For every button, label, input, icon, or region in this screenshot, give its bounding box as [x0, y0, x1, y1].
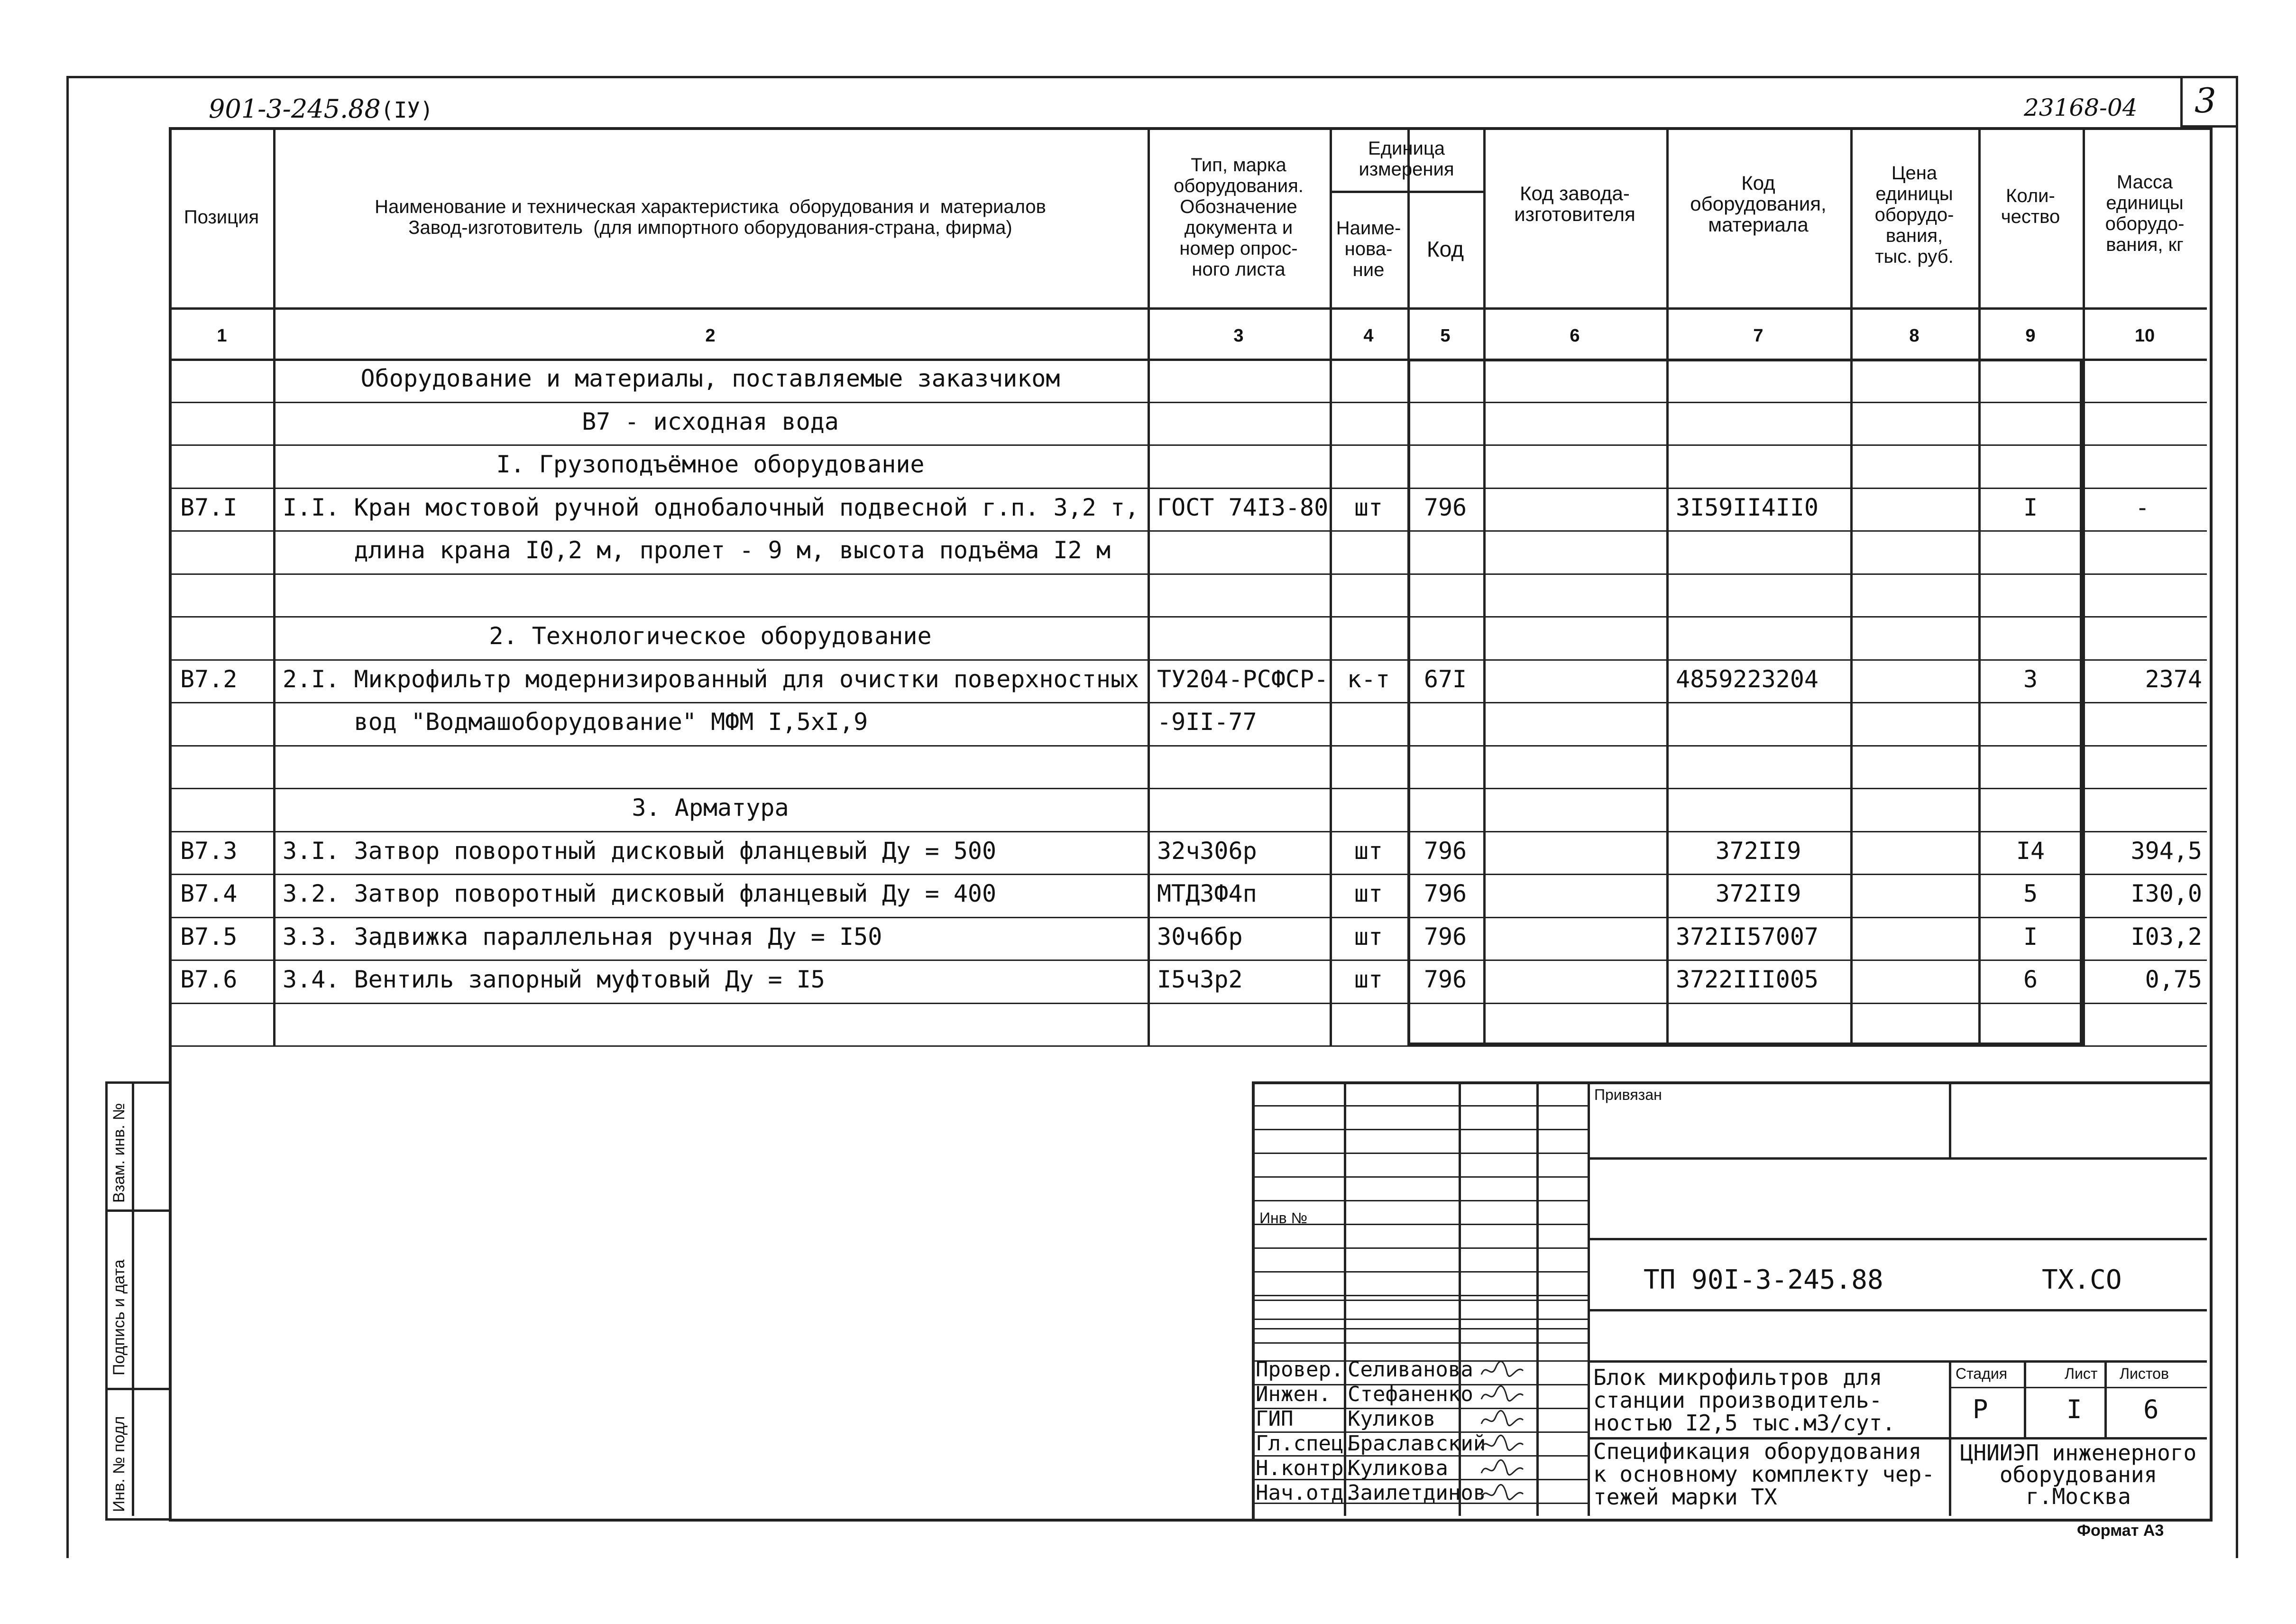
cell-type: ГОСТ 74I3-80 [1157, 493, 1329, 521]
cell-mass: 394,5 [2131, 837, 2202, 865]
col-header-name: Наименование и техническая характеристика оборудования и материалов Завод-изготовитель (для импортного оборудования-страна, фирма) [375, 196, 1046, 238]
cell-name: I. Грузоподъёмное оборудование [496, 451, 925, 478]
privyazan-label: Привязан [1594, 1086, 1662, 1103]
cell-type: ТУ204-РСФСР- [1157, 665, 1329, 693]
cell-name: 2. Технологическое оборудование [489, 622, 932, 650]
side-stamp-signature-date: Подпись и дата [110, 1259, 128, 1375]
cell-type: -9II-77 [1157, 708, 1257, 736]
cell-name: 3.I. Затвор поворотный дисковый фланцевый Ду = 500 [283, 837, 997, 865]
signature-scribble [1479, 1408, 1527, 1431]
column-number: 7 [1753, 326, 1763, 346]
cell-unit: шт [1354, 880, 1383, 907]
sheet-title: Спецификация оборудования к основному комплекту чер- тежей марки ТХ [1593, 1439, 1935, 1510]
sheets-label: Листов [2120, 1365, 2169, 1382]
cell-unit: шт [1354, 923, 1383, 950]
column-number: 8 [1909, 326, 1919, 346]
cell-code: 796 [1424, 880, 1467, 907]
cell-qty: 3 [2023, 665, 2038, 693]
role-person-name: Браславский [1348, 1431, 1486, 1456]
title-doc-code: ТП 90I-3-245.88 [1644, 1264, 1883, 1295]
signature-scribble [1479, 1383, 1527, 1407]
cell-code: 67I [1424, 665, 1467, 693]
role-label: Нач.отд. [1256, 1481, 1356, 1505]
cell-unit: шт [1354, 837, 1383, 865]
cell-pos: В7.5 [180, 923, 238, 950]
col-header-type: Тип, марка оборудования. Обозначение документа и номер опрос- ного листа [1174, 155, 1304, 280]
cell-name: вод "Водмашоборудование" МФМ I,5хI,9 [283, 708, 868, 736]
cell-type: 30ч6бр [1157, 923, 1243, 950]
cell-equip-code: 3722III005 [1676, 966, 1819, 993]
project-title: Блок микрофильтров для станции производитель- ностью I2,5 тыс.м3/сут. [1593, 1365, 1895, 1436]
signature-scribble [1479, 1457, 1527, 1481]
signature-scribble [1479, 1482, 1527, 1505]
col-header-factory-code: Код завода- изготовителя [1514, 182, 1635, 225]
signature-scribble [1479, 1358, 1527, 1382]
column-number: 3 [1233, 326, 1244, 346]
doc-code-right: 23168-04 [2024, 94, 2138, 121]
col-header-price: Цена единицы оборудо- вания, тыс. руб. [1874, 163, 1954, 267]
column-number: 1 [217, 326, 227, 346]
cell-name: В7 - исходная вода [582, 407, 839, 435]
column-number: 6 [1570, 326, 1580, 346]
cell-pos: В7.2 [180, 665, 238, 693]
cell-type: I5ч3р2 [1157, 966, 1243, 993]
doc-code-left-suffix: (IУ) [380, 97, 433, 123]
inv-label: Инв № [1259, 1209, 1307, 1227]
column-number: 9 [2025, 326, 2036, 346]
cell-unit: шт [1354, 493, 1383, 521]
cell-type: 32ч306р [1157, 837, 1257, 865]
cell-name: 3.3. Задвижка параллельная ручная Ду = I50 [283, 923, 882, 950]
cell-qty: 6 [2023, 966, 2038, 993]
role-label: Гл.спец. [1256, 1431, 1356, 1456]
cell-unit: шт [1354, 966, 1383, 993]
role-label: Инжен. [1256, 1382, 1331, 1406]
role-person-name: Куликов [1348, 1407, 1436, 1431]
cell-name: 3.2. Затвор поворотный дисковый фланцевый Ду = 400 [283, 880, 997, 907]
col-header-qty: Коли- чество [2001, 185, 2060, 227]
cell-mass: 0,75 [2145, 966, 2202, 993]
cell-qty: I [2023, 493, 2038, 521]
cell-equip-code: 4859223204 [1676, 665, 1819, 693]
cell-code: 796 [1424, 493, 1467, 521]
cell-mass: I30,0 [2131, 880, 2202, 907]
cell-pos: В7.I [180, 493, 238, 521]
role-label: ГИП [1256, 1407, 1294, 1431]
role-person-name: Заилетдинов [1348, 1481, 1486, 1505]
column-number: 4 [1363, 326, 1374, 346]
cell-qty: I [2023, 923, 2038, 950]
column-number: 10 [2134, 326, 2155, 346]
cell-name: Оборудование и материалы, поставляемые заказчиком [360, 365, 1060, 392]
col-header-unit-name: Наиме- нова- ние [1336, 218, 1401, 280]
cell-qty: 5 [2023, 880, 2038, 907]
cell-type: МТД3Ф4п [1157, 880, 1257, 907]
col-header-unit-group: Единица измерения [1359, 138, 1454, 180]
title-doc-mark: ТХ.СО [2042, 1264, 2122, 1295]
role-person-name: Селиванова [1348, 1357, 1473, 1382]
cell-equip-code: 372II9 [1715, 837, 1801, 865]
cell-equip-code: 372II57007 [1676, 923, 1819, 950]
doc-code-left [209, 94, 433, 124]
cell-name: I.I. Кран мостовой ручной однобалочный подвесной г.п. 3,2 т, [283, 493, 1139, 521]
cell-pos: В7.4 [180, 880, 238, 907]
side-stamp-inv-podl: Инв. № подл [110, 1416, 128, 1512]
organization: ЦНИИЭП инженерного оборудования г.Москва [1960, 1440, 2197, 1509]
stage-value: Р [1973, 1394, 1988, 1424]
col-header-position: Позиция [184, 207, 259, 228]
cell-unit: к-т [1347, 665, 1390, 693]
cell-mass: 2374 [2145, 665, 2202, 693]
role-person-name: Стефаненко [1348, 1382, 1473, 1406]
sheet-label: Лист [2065, 1365, 2098, 1382]
cell-name: 3.4. Вентиль запорный муфтовый Ду = I5 [283, 966, 825, 993]
col-header-mass: Масса единицы оборудо- вания, кг [2105, 172, 2185, 255]
cell-mass: - [2135, 493, 2150, 521]
role-label: Провер. [1256, 1357, 1344, 1382]
cell-name: 2.I. Микрофильтр модернизированный для очистки поверхностных [283, 665, 1139, 693]
cell-equip-code: 3I59II4II0 [1676, 493, 1819, 521]
cell-name: 3. Арматура [632, 794, 789, 821]
col-header-equip-code: Код оборудования, материала [1690, 172, 1827, 236]
cell-mass: I03,2 [2131, 923, 2202, 950]
side-stamp-vzam-inv: Взам. инв. № [110, 1103, 128, 1203]
format-label: Формат А3 [2077, 1522, 2164, 1540]
sheets-value: 6 [2143, 1394, 2159, 1424]
column-number: 2 [705, 326, 716, 346]
role-person-name: Куликова [1348, 1456, 1448, 1480]
page-number: 3 [2195, 81, 2216, 120]
cell-code: 796 [1424, 966, 1467, 993]
cell-code: 796 [1424, 923, 1467, 950]
cell-pos: В7.6 [180, 966, 238, 993]
cell-code: 796 [1424, 837, 1467, 865]
cell-qty: I4 [2016, 837, 2045, 865]
cell-pos: В7.3 [180, 837, 238, 865]
col-header-unit-code: Код [1426, 237, 1464, 261]
doc-code-left-main: 901-3-245.88 [209, 94, 381, 124]
role-label: Н.контр. [1256, 1456, 1356, 1480]
cell-name: длина крана I0,2 м, пролет - 9 м, высота подъёма I2 м [283, 536, 1111, 564]
stage-label: Стадия [1956, 1365, 2008, 1382]
sheet-value: I [2066, 1394, 2082, 1424]
cell-equip-code: 372II9 [1715, 880, 1801, 907]
column-number: 5 [1440, 326, 1451, 346]
signature-scribble [1479, 1432, 1527, 1456]
